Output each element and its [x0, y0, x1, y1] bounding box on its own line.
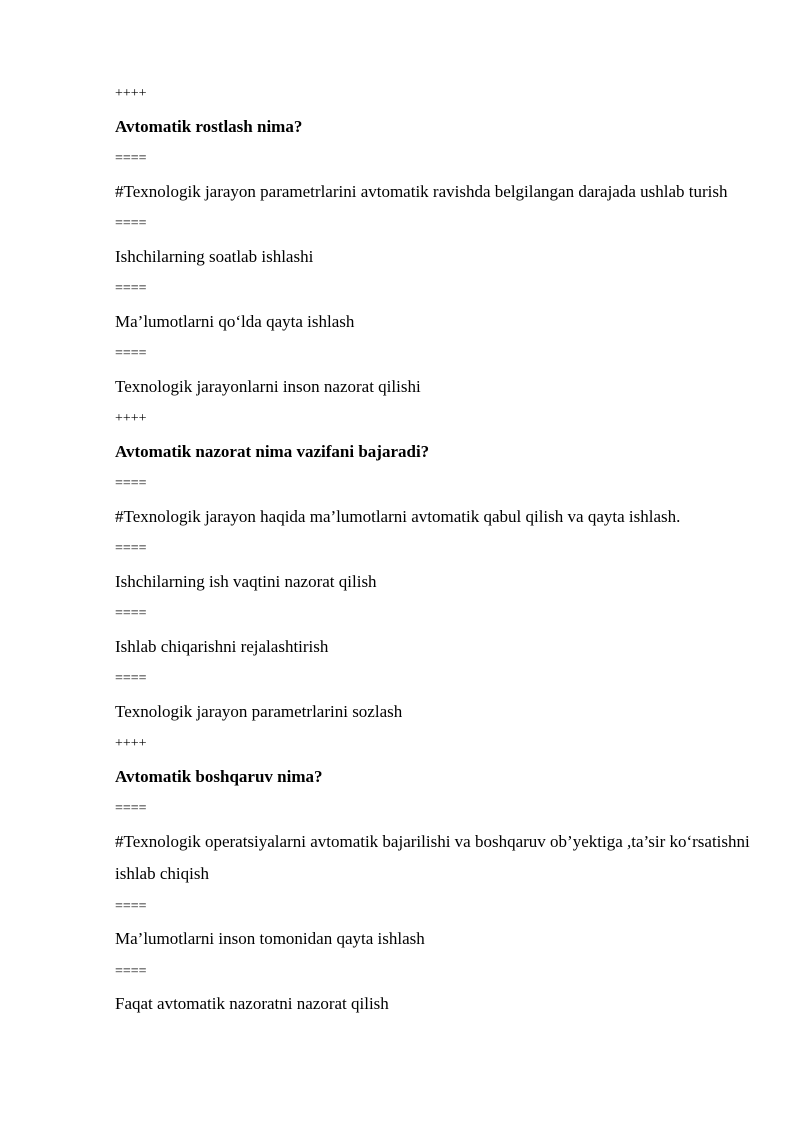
separator-equals: ==== [115, 606, 147, 621]
separator-equals: ==== [115, 671, 147, 686]
question-heading: Avtomatik rostlash nima? [115, 116, 303, 136]
separator-equals: ==== [115, 963, 147, 979]
answer-text: Ishlab chiqarishni rejalashtirish [115, 636, 329, 656]
answer-text: #Texnologik jarayon parametrlarini avtomatik ravishda belgilangan darajada ushlab turish [115, 181, 728, 201]
separator-equals: ==== [115, 801, 147, 816]
answer-text: #Texnologik jarayon haqida ma’lumotlarni avtomatik qabul qilish va qayta ishlash. [115, 506, 681, 526]
answer-text: Ma’lumotlarni qo‘lda qayta ishlash [115, 311, 355, 331]
separator-plus: ++++ [115, 736, 147, 751]
separator-equals: ==== [115, 476, 147, 491]
answer-text: Ishchilarning soatlab ishlashi [115, 246, 314, 266]
separator-equals: ==== [115, 151, 147, 166]
separator-plus: ++++ [115, 86, 147, 101]
question-heading: Avtomatik boshqaruv nima? [115, 766, 323, 786]
separator-equals: ==== [115, 898, 147, 914]
answer-text: #Texnologik operatsiyalarni avtomatik bajarilishi va boshqaruv ob’yektiga ,ta’sir ko‘rsatishni ishlab chiqish [115, 831, 750, 883]
question-heading: Avtomatik nazorat nima vazifani bajaradi? [115, 441, 430, 461]
separator-plus: ++++ [115, 411, 147, 426]
answer-text: Ma’lumotlarni inson tomonidan qayta ishlash [115, 929, 425, 948]
separator-equals: ==== [115, 216, 147, 231]
document-page [115, 78, 755, 1021]
separator-equals: ==== [115, 346, 147, 361]
separator-equals: ==== [115, 281, 147, 296]
answer-text: Texnologik jarayon parametrlarini sozlash [115, 701, 403, 721]
answer-text: Texnologik jarayonlarni inson nazorat qilishi [115, 376, 421, 396]
answer-text: Ishchilarning ish vaqtini nazorat qilish [115, 571, 377, 591]
separator-equals: ==== [115, 541, 147, 556]
answer-text: Faqat avtomatik nazoratni nazorat qilish [115, 994, 389, 1013]
